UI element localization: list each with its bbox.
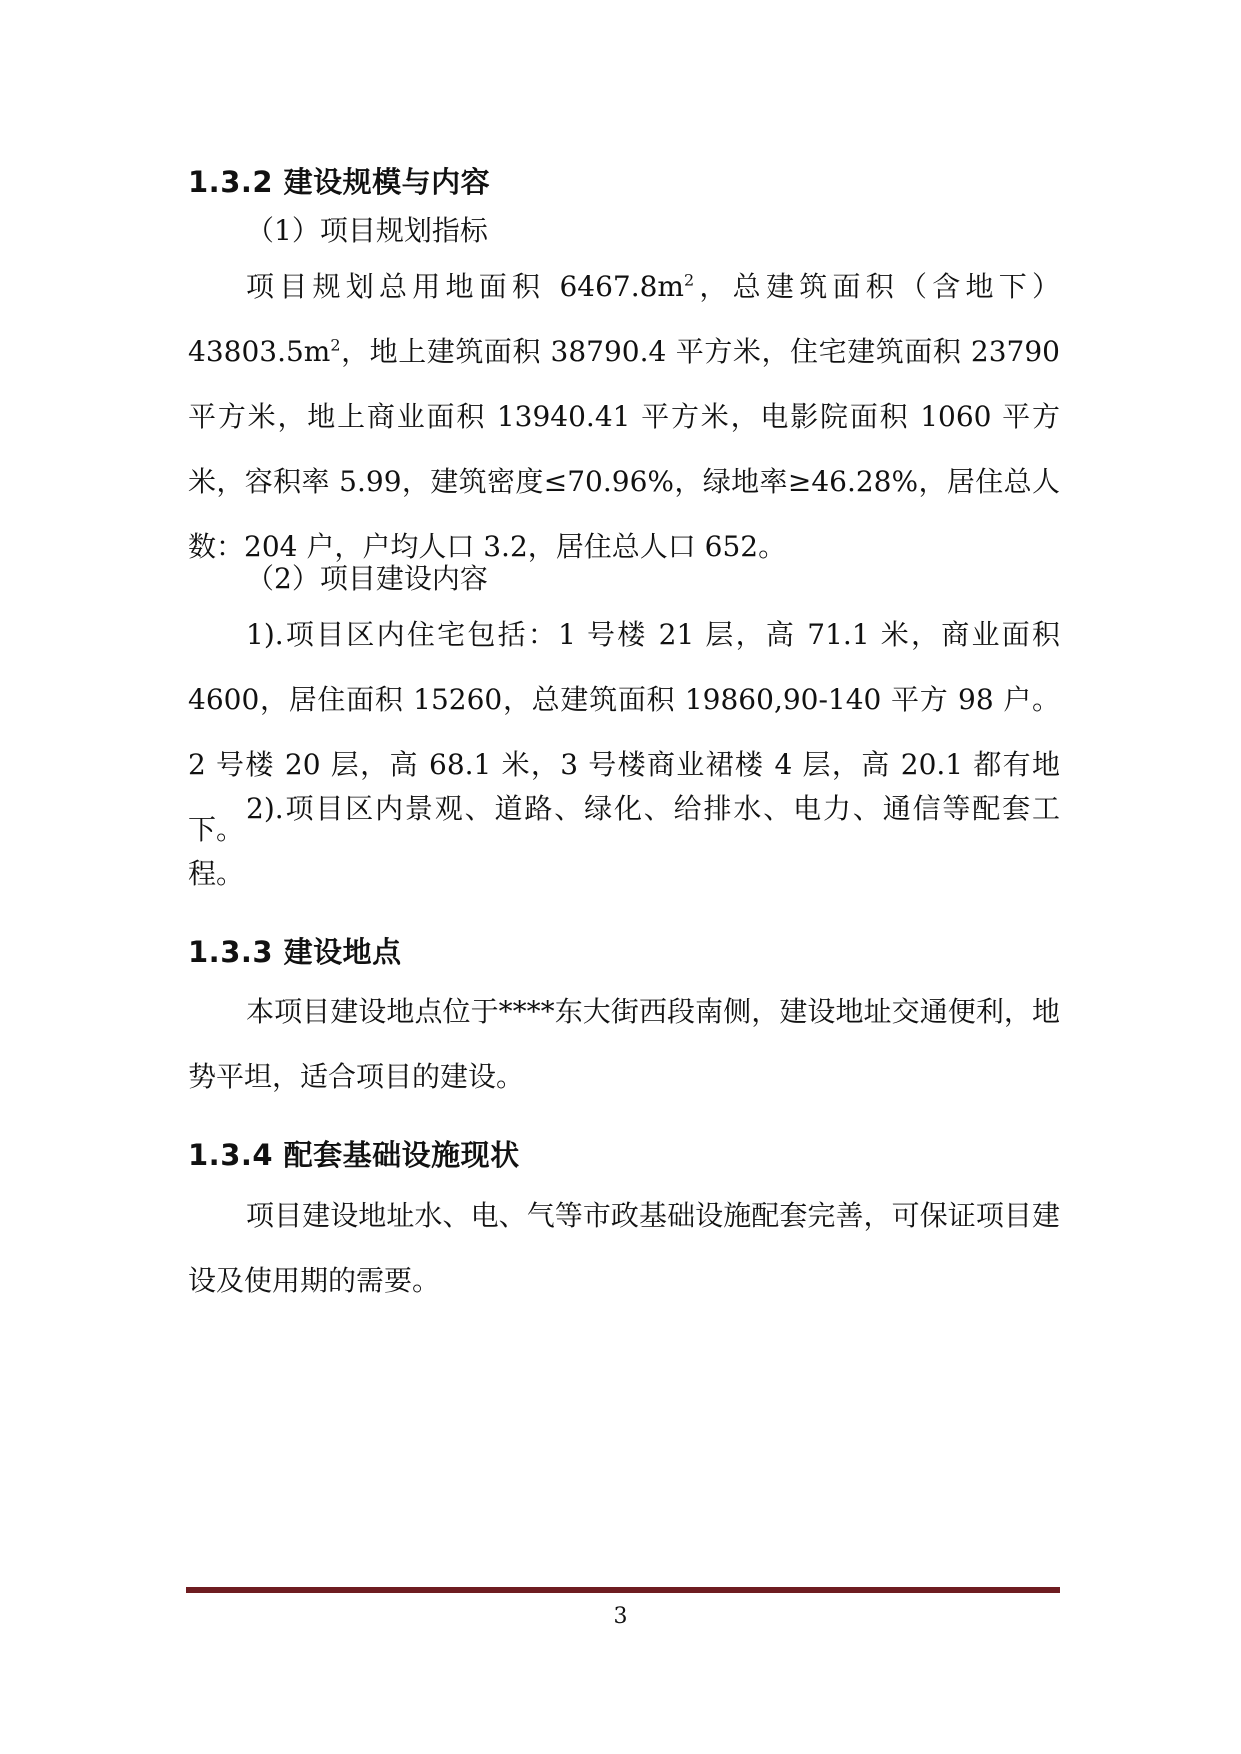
subheading-planning-indicators: （1）项目规划指标 — [246, 214, 488, 247]
text-segment: 项目规划总用地面积 6467.8m — [246, 270, 684, 303]
section-heading-1-3-3: 1.3.3 建设地点 — [188, 935, 402, 969]
paragraph-residential-buildings: 1).项目区内住宅包括：1 号楼 21 层，高 71.1 米，商业面积 4600，居住面积 15260，总建筑面积 19860,90-140 平方 98 户。2 号楼 20 层，高 68.1 米，3 号楼商业裙楼 4 层，高 20.1 都有地下。 — [188, 618, 1060, 846]
superscript: 2 — [330, 335, 341, 355]
text-segment: ，地上建筑面积 38790.4 平方米，住宅建筑面积 23790 平方米，地上商业面积 13940.41 平方米，电影院面积 1060 平方米，容积率 5.99，建筑密度≤70.96%，绿地率≥46.28%，居住总人数：204 户，户均人口 3.2，居住总人口 652。 — [188, 335, 1060, 563]
superscript: 2 — [683, 270, 695, 290]
paragraph-construction-site: 本项目建设地点位于****东大街西段南侧，建设地址交通便利，地势平坦，适合项目的建设。 — [188, 995, 1060, 1093]
text-segment: ，总建筑面积（含地下）43803.5m — [188, 270, 1060, 368]
page-number: 3 — [613, 1604, 628, 1629]
paragraph-supporting-works: 2).项目区内景观、道路、绿化、给排水、电力、通信等配套工程。 — [188, 792, 1060, 890]
section-heading-1-3-4: 1.3.4 配套基础设施现状 — [188, 1138, 520, 1172]
section-heading-1-3-2: 1.3.2 建设规模与内容 — [188, 165, 491, 199]
paragraph-planning-indicators — [188, 254, 1060, 579]
footer-divider — [186, 1587, 1060, 1593]
subheading-construction-content: （2）项目建设内容 — [246, 562, 488, 595]
paragraph-infrastructure: 项目建设地址水、电、气等市政基础设施配套完善，可保证项目建设及使用期的需要。 — [188, 1199, 1060, 1297]
